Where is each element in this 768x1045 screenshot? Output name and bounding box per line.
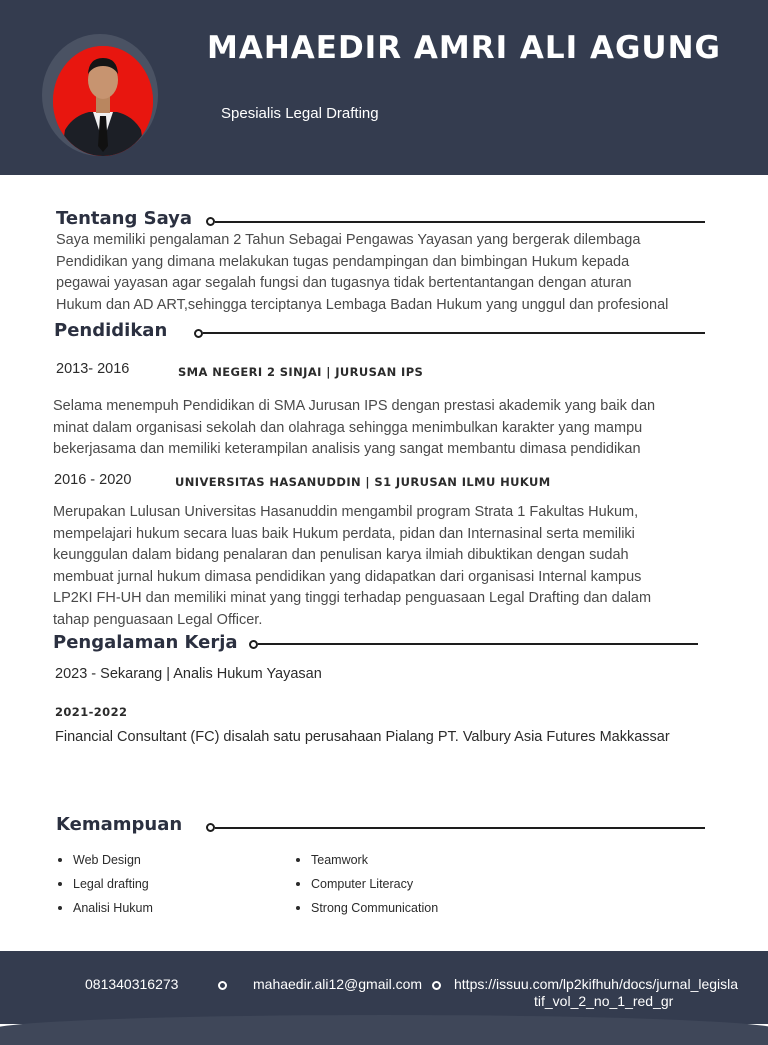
education-institution: SMA NEGERI 2 SINJAI | JURUSAN IPS bbox=[178, 365, 424, 379]
section-title-experience: Pengalaman Kerja bbox=[53, 632, 238, 653]
about-line: Pendidikan yang dimana melakukan tugas pendampingan dan bimbingan Hukum kepada bbox=[56, 253, 630, 270]
contact-email[interactable]: mahaedir.ali12@gmail.com bbox=[253, 976, 423, 992]
education-year: 2013- 2016 bbox=[56, 361, 130, 377]
section-dot-icon bbox=[194, 329, 203, 338]
experience-past-year: 2021-2022 bbox=[55, 705, 128, 719]
skill-label: Analisi Hukum bbox=[73, 901, 153, 915]
experience-current: 2023 - Sekarang | Analis Hukum Yayasan bbox=[55, 666, 322, 682]
contact-link-continued[interactable]: tif_vol_2_no_1_red_gr bbox=[534, 993, 674, 1009]
skill-item bbox=[294, 848, 438, 872]
section-divider bbox=[203, 332, 705, 334]
job-subtitle: Spesialis Legal Drafting bbox=[221, 105, 379, 122]
skill-item bbox=[294, 872, 438, 896]
skill-item bbox=[56, 848, 153, 872]
bullet-icon bbox=[296, 882, 300, 886]
section-divider bbox=[215, 221, 705, 223]
skill-label: Strong Communication bbox=[311, 901, 439, 915]
bullet-icon bbox=[58, 882, 62, 886]
bullet-icon bbox=[58, 906, 62, 910]
education-line: membuat jurnal hukum dimasa pendidikan yang didapatkan dari organisasi Internal kampus bbox=[53, 568, 642, 585]
skills-list-right bbox=[294, 848, 438, 920]
about-line: Hukum dan AD ART,sehingga terciptanya Lembaga Badan Hukum yang unggul dan profesional bbox=[56, 296, 669, 313]
about-line: Saya memiliki pengalaman 2 Tahun Sebagai Pengawas Yayasan yang bergerak dilembaga bbox=[56, 232, 641, 248]
section-title-education: Pendidikan bbox=[54, 320, 168, 341]
education-line: tahap penguasaan Legal Officer. bbox=[53, 611, 263, 628]
section-dot-icon bbox=[206, 217, 215, 226]
section-title-about: Tentang Saya bbox=[56, 208, 193, 229]
education-line: bekerjasama dan memiliki keterampilan analisis yang sangat membantu dimasa pendidikan bbox=[53, 441, 641, 457]
skill-item bbox=[56, 872, 153, 896]
education-line: keunggulan dalam bidang penalaran dan penulisan karya ilmiah dibuktikan dengan sudah bbox=[53, 547, 629, 563]
contact-link[interactable]: https://issuu.com/lp2kifhuh/docs/jurnal_legisla bbox=[454, 976, 739, 992]
section-dot-icon bbox=[249, 640, 258, 649]
education-line: mempelajari hukum secara luas baik Hukum perdata, pidan dan Internasinal serta memiliki bbox=[53, 525, 635, 542]
section-divider bbox=[215, 827, 705, 829]
bullet-icon bbox=[296, 858, 300, 862]
about-line: pegawai yayasan agar segalah fungsi dan tugasnya tidak bertentantangan dengan aturan bbox=[56, 275, 632, 291]
skill-item bbox=[294, 896, 438, 920]
education-institution: UNIVERSITAS HASANUDDIN | S1 JURUSAN ILMU HUKUM bbox=[175, 475, 551, 489]
education-line: Merupakan Lulusan Universitas Hasanuddin mengambil program Strata 1 Fakultas Hukum, bbox=[53, 504, 639, 520]
education-line: minat dalam organisasi sekolah dan olahraga sehingga menimbulkan karakter yang mampu bbox=[53, 419, 643, 436]
separator-dot-icon bbox=[432, 981, 441, 990]
experience-past-description: Financial Consultant (FC) disalah satu perusahaan Pialang PT. Valbury Asia Futures Makkassar bbox=[55, 729, 670, 745]
section-dot-icon bbox=[206, 823, 215, 832]
contact-phone: 081340316273 bbox=[85, 976, 179, 992]
footer-wave bbox=[0, 1015, 768, 1045]
bullet-icon bbox=[58, 858, 62, 862]
education-year: 2016 - 2020 bbox=[54, 472, 132, 488]
skill-label: Web Design bbox=[73, 853, 141, 867]
education-line: LP2KI FH-UH dan memiliki minat yang tinggi terhadap penguasaan Legal Drafting dan dalam bbox=[53, 590, 652, 606]
education-line: Selama menempuh Pendidikan di SMA Jurusan IPS dengan prestasi akademik yang baik dan bbox=[53, 398, 656, 414]
skill-item bbox=[56, 896, 153, 920]
skill-label: Teamwork bbox=[311, 853, 368, 867]
skills-list-left bbox=[56, 848, 153, 920]
candidate-name: MAHAEDIR AMRI ALI AGUNG bbox=[207, 30, 721, 66]
bullet-icon bbox=[296, 906, 300, 910]
about-text bbox=[56, 230, 668, 316]
separator-dot-icon bbox=[218, 981, 227, 990]
skill-label: Legal drafting bbox=[73, 877, 149, 891]
education-description bbox=[53, 396, 655, 461]
education-description bbox=[53, 502, 651, 631]
skill-label: Computer Literacy bbox=[311, 877, 414, 891]
section-title-skills: Kemampuan bbox=[56, 814, 183, 835]
section-divider bbox=[258, 643, 698, 645]
